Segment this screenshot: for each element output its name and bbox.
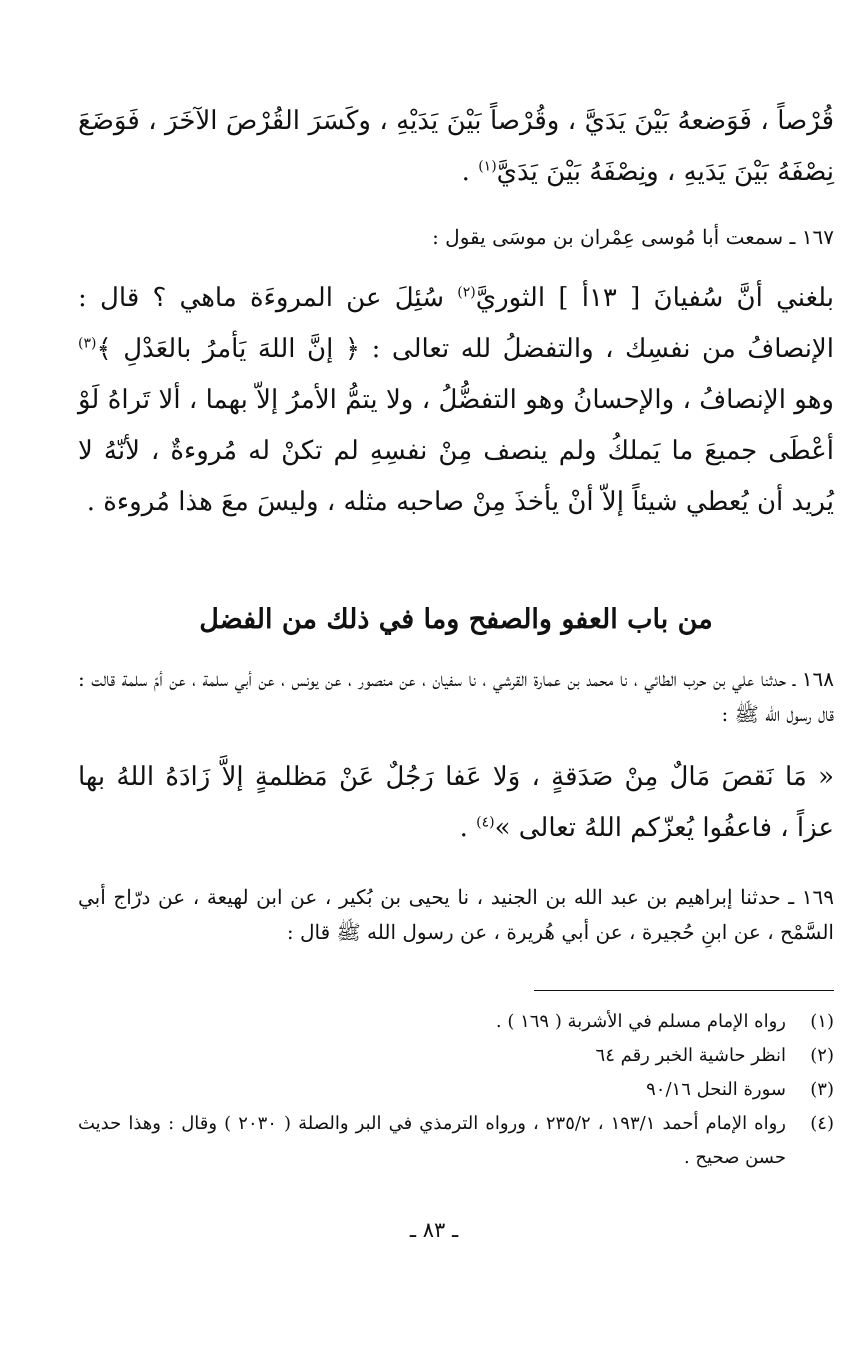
isnad-text: ١٦٨ ـ حدثنا علي بن حرب الطائي ، نا محمد بن عمارة القرشي ، نا سفيان ، عن منصور ، عن يونس ، عن أبي سلمة ، عن أمّ سلمة قالت : قال رسول الله ﷺ : <box>78 667 834 726</box>
footnote-1 <box>78 1005 834 1039</box>
footnote-marker-3[interactable]: (٣) <box>78 335 97 352</box>
paragraph-text: قُرْصاً ، فَوَضعهُ بَيْنَ يَدَيَّ ، وقُرْصاً بَيْنَ يَدَيْهِ ، وكَسَرَ القُرْصَ الآخَرَ ، فَوَضَعَ نِصْفَهُ بَيْنَ يَدَيهِ ، ونِصْفَهُ بَيْنَ يَدَيَّ <box>78 106 834 187</box>
hadith-167-text <box>78 273 834 528</box>
text-part-3: وهو الإنصافُ ، والإحسانُ وهو التفضُّلُ ، ولا يتمُّ الأمرُ إلاّ بهما ، ألا تَراهُ لَوْ أعْطَى جميعَ ما يَملكُ ولم ينصف مِنْ نفسِهِ لم تكنْ له مُروءةٌ ، لأنّهُ لا يُريد أن يُعطي شيئاً إلاّ أنْ يأخذَ مِنْ صاحبه مثله ، وليسَ معَ هذا مُروءة . <box>78 385 834 517</box>
footnote-marker-1[interactable]: (١) <box>478 158 497 175</box>
footnote-2 <box>78 1039 834 1073</box>
footnote-number: (٢) <box>810 1045 834 1066</box>
paragraph-end: . <box>459 813 477 843</box>
hadith-169-isnad <box>78 880 834 950</box>
footnote-divider <box>534 990 834 991</box>
footnote-3 <box>78 1073 834 1107</box>
footnote-marker-2[interactable]: (٢) <box>457 284 476 301</box>
page-number: ـ ٨٣ ـ <box>409 1218 459 1242</box>
paragraph-166-continuation <box>78 96 834 198</box>
footnote-4 <box>78 1107 834 1175</box>
text-part-2: سُئِلَ عن المروءَة ماهي ؟ قال : الإنصافُ من نفسِك ، والتفضلُ لله تعالى : ﴿ إنَّ اللهَ يَأمرُ بالعَدْلِ ﴾ <box>78 283 834 364</box>
paragraph-end: . <box>461 157 479 187</box>
footnote-number: (٣) <box>810 1079 834 1100</box>
footnote-text: سورة النحل ٩٠/١٦ <box>646 1079 786 1100</box>
document-page <box>78 96 834 1175</box>
hadith-168-text <box>78 752 834 854</box>
footnote-marker-4[interactable]: (٤) <box>476 814 495 831</box>
footnote-number: (٤) <box>810 1113 834 1134</box>
hadith-text: « مَا نَقصَ مَالٌ مِنْ صَدَقةٍ ، وَلا عَفا رَجُلٌ عَنْ مَظلمةٍ إلاَّ زَادَهُ اللهُ بها عزاً ، فاعفُوا يُعزّكم اللهُ تعالى » <box>78 762 834 843</box>
isnad-text: ١٦٧ ـ سمعت أبا مُوسى عِمْران بن موسَى يقول : <box>432 225 834 249</box>
isnad-text: ١٦٩ ـ حدثنا إبراهيم بن عبد الله بن الجنيد ، نا يحيى بن بُكير ، عن ابن لهيعة ، عن درّاج أبي السَّمْح ، عن ابنِ حُجيرة ، عن أبي هُريرة ، عن رسول الله ﷺ قال : <box>78 885 834 944</box>
text-part-1: بلغني أنَّ سُفيانَ [ ١٣أ ] الثوريَّ <box>475 283 835 313</box>
footnote-text: رواه الإمام مسلم في الأشربة ( ١٦٩ ) . <box>495 1011 786 1032</box>
footnote-number: (١) <box>810 1011 834 1032</box>
footnote-text: رواه الإمام أحمد ١٩٣/١ ، ٢٣٥/٢ ، ورواه الترمذي في البر والصلة ( ٢٠٣٠ ) وقال : وهذا حديث حسن صحيح . <box>78 1113 786 1168</box>
hadith-167-isnad <box>78 220 834 255</box>
hadith-168-isnad <box>78 662 834 732</box>
footnote-text: انظر حاشية الخبر رقم ٦٤ <box>595 1045 786 1066</box>
section-heading: من باب العفو والصفح وما في ذلك من الفضل <box>199 604 713 635</box>
footnotes <box>78 1005 834 1175</box>
